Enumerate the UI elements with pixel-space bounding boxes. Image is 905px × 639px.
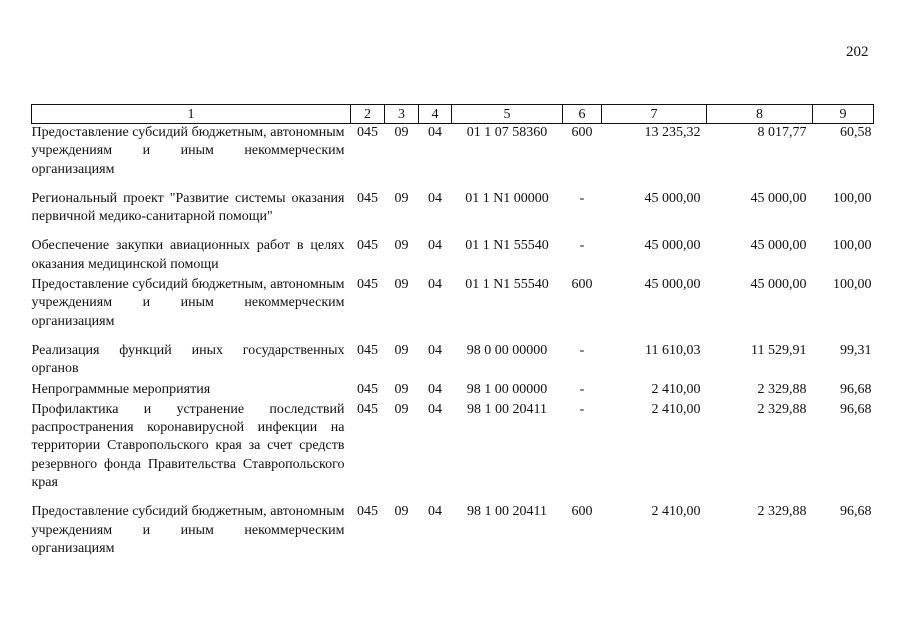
row-col-5: 98 1 00 20411 [467,401,547,417]
row-col-6: 600 [571,277,593,293]
row-col-8: 2 329,88 [757,504,807,520]
header-col-4: 4 [419,105,452,124]
table-row [32,237,874,276]
row-name: Реализация функций иных государственных органов [31,342,345,377]
table-row [32,276,874,342]
header-col-5: 5 [452,105,563,124]
row-col-4: 04 [428,277,442,293]
row-col-6: - [579,238,585,254]
row-col-5: 01 1 N1 55540 [465,277,549,293]
row-col-9: 60,58 [840,125,872,140]
row-col-7: 45 000,00 [644,277,701,293]
row-col-4: 04 [428,381,442,397]
table-header-row [32,105,874,124]
row-col-4: 04 [428,401,442,417]
header-col-2: 2 [351,105,385,124]
row-col-4: 04 [428,342,442,358]
row-col-8: 45 000,00 [750,277,807,293]
row-col-8: 11 529,91 [751,342,807,358]
row-col-2: 045 [357,401,378,417]
header-col-6: 6 [563,105,602,124]
page-number: 202 [846,44,869,60]
row-col-7: 13 235,32 [644,125,701,140]
row-col-7: 11 610,03 [645,342,701,358]
row-col-6: - [579,401,585,417]
row-col-6: - [579,342,585,358]
row-name: Предоставление субсидий бюджетным, автономным учреждениям и иным некоммерческим организациям [31,125,345,177]
row-col-2: 045 [357,342,378,358]
row-col-8: 2 329,88 [757,401,807,417]
row-name: Обеспечение закупки авиационных работ в целях оказания медицинской помощи [31,238,345,272]
table-row [32,503,874,558]
row-col-8: 45 000,00 [750,190,807,206]
row-col-2: 045 [357,125,378,140]
row-col-9: 96,68 [840,504,872,520]
row-col-5: 98 0 00 00000 [466,342,548,358]
row-col-4: 04 [428,190,442,206]
header-col-3: 3 [385,105,419,124]
row-col-8: 45 000,00 [750,238,807,254]
row-col-6: - [579,190,585,206]
row-col-5: 01 1 N1 55540 [465,238,549,254]
header-col-9: 9 [813,105,874,124]
row-col-3: 09 [394,190,409,206]
row-col-7: 45 000,00 [644,238,701,254]
row-col-7: 2 410,00 [651,504,701,520]
table-row [32,124,874,190]
row-col-3: 09 [394,504,409,520]
row-col-6: 600 [571,504,593,520]
row-name: Региональный проект "Развитие системы оказания первичной медико-санитарной помощи" [31,190,345,225]
table-row [32,190,874,238]
row-col-2: 045 [357,238,378,254]
row-col-8: 2 329,88 [757,381,807,397]
row-col-6: - [579,381,585,397]
row-col-9: 100,00 [833,190,872,206]
row-col-5: 98 1 00 00000 [466,381,548,397]
row-col-9: 96,68 [840,381,872,397]
row-col-2: 045 [357,504,378,520]
row-col-4: 04 [428,238,442,254]
table-row [32,401,874,503]
row-col-9: 99,31 [840,342,872,358]
row-col-2: 045 [357,190,378,206]
row-col-4: 04 [428,125,442,140]
budget-table [31,104,874,558]
row-col-4: 04 [428,504,442,520]
row-name: Предоставление субсидий бюджетным, автономным учреждениям и иным некоммерческим организациям [31,504,345,556]
row-col-7: 2 410,00 [651,381,701,397]
row-col-3: 09 [394,381,409,397]
row-col-6: 600 [571,125,593,140]
row-name: Непрограммные мероприятия [31,381,211,397]
row-col-3: 09 [394,125,409,140]
row-col-5: 01 1 07 58360 [466,125,548,140]
row-col-5: 98 1 00 20411 [467,504,547,520]
row-col-2: 045 [357,277,378,293]
row-col-2: 045 [357,381,378,397]
header-col-8: 8 [707,105,813,124]
row-col-7: 45 000,00 [644,190,701,206]
table-row [32,381,874,401]
row-name: Профилактика и устранение последствий распространения коронавирусной инфекции на территории Ставропольского края за счет средств резервного фонда Правительства Ставропольского края [31,401,345,491]
row-col-3: 09 [394,342,409,358]
row-col-9: 100,00 [833,238,872,254]
row-col-3: 09 [394,401,409,417]
table-row [32,342,874,381]
row-col-3: 09 [394,238,409,254]
row-col-7: 2 410,00 [651,401,701,417]
row-col-3: 09 [394,277,409,293]
row-col-9: 100,00 [833,277,872,293]
row-col-5: 01 1 N1 00000 [465,190,549,206]
row-col-9: 96,68 [840,401,872,417]
header-col-1: 1 [32,105,351,124]
row-name: Предоставление субсидий бюджетным, автономным учреждениям и иным некоммерческим организациям [31,277,345,329]
header-col-7: 7 [602,105,707,124]
row-col-8: 8 017,77 [757,125,807,140]
